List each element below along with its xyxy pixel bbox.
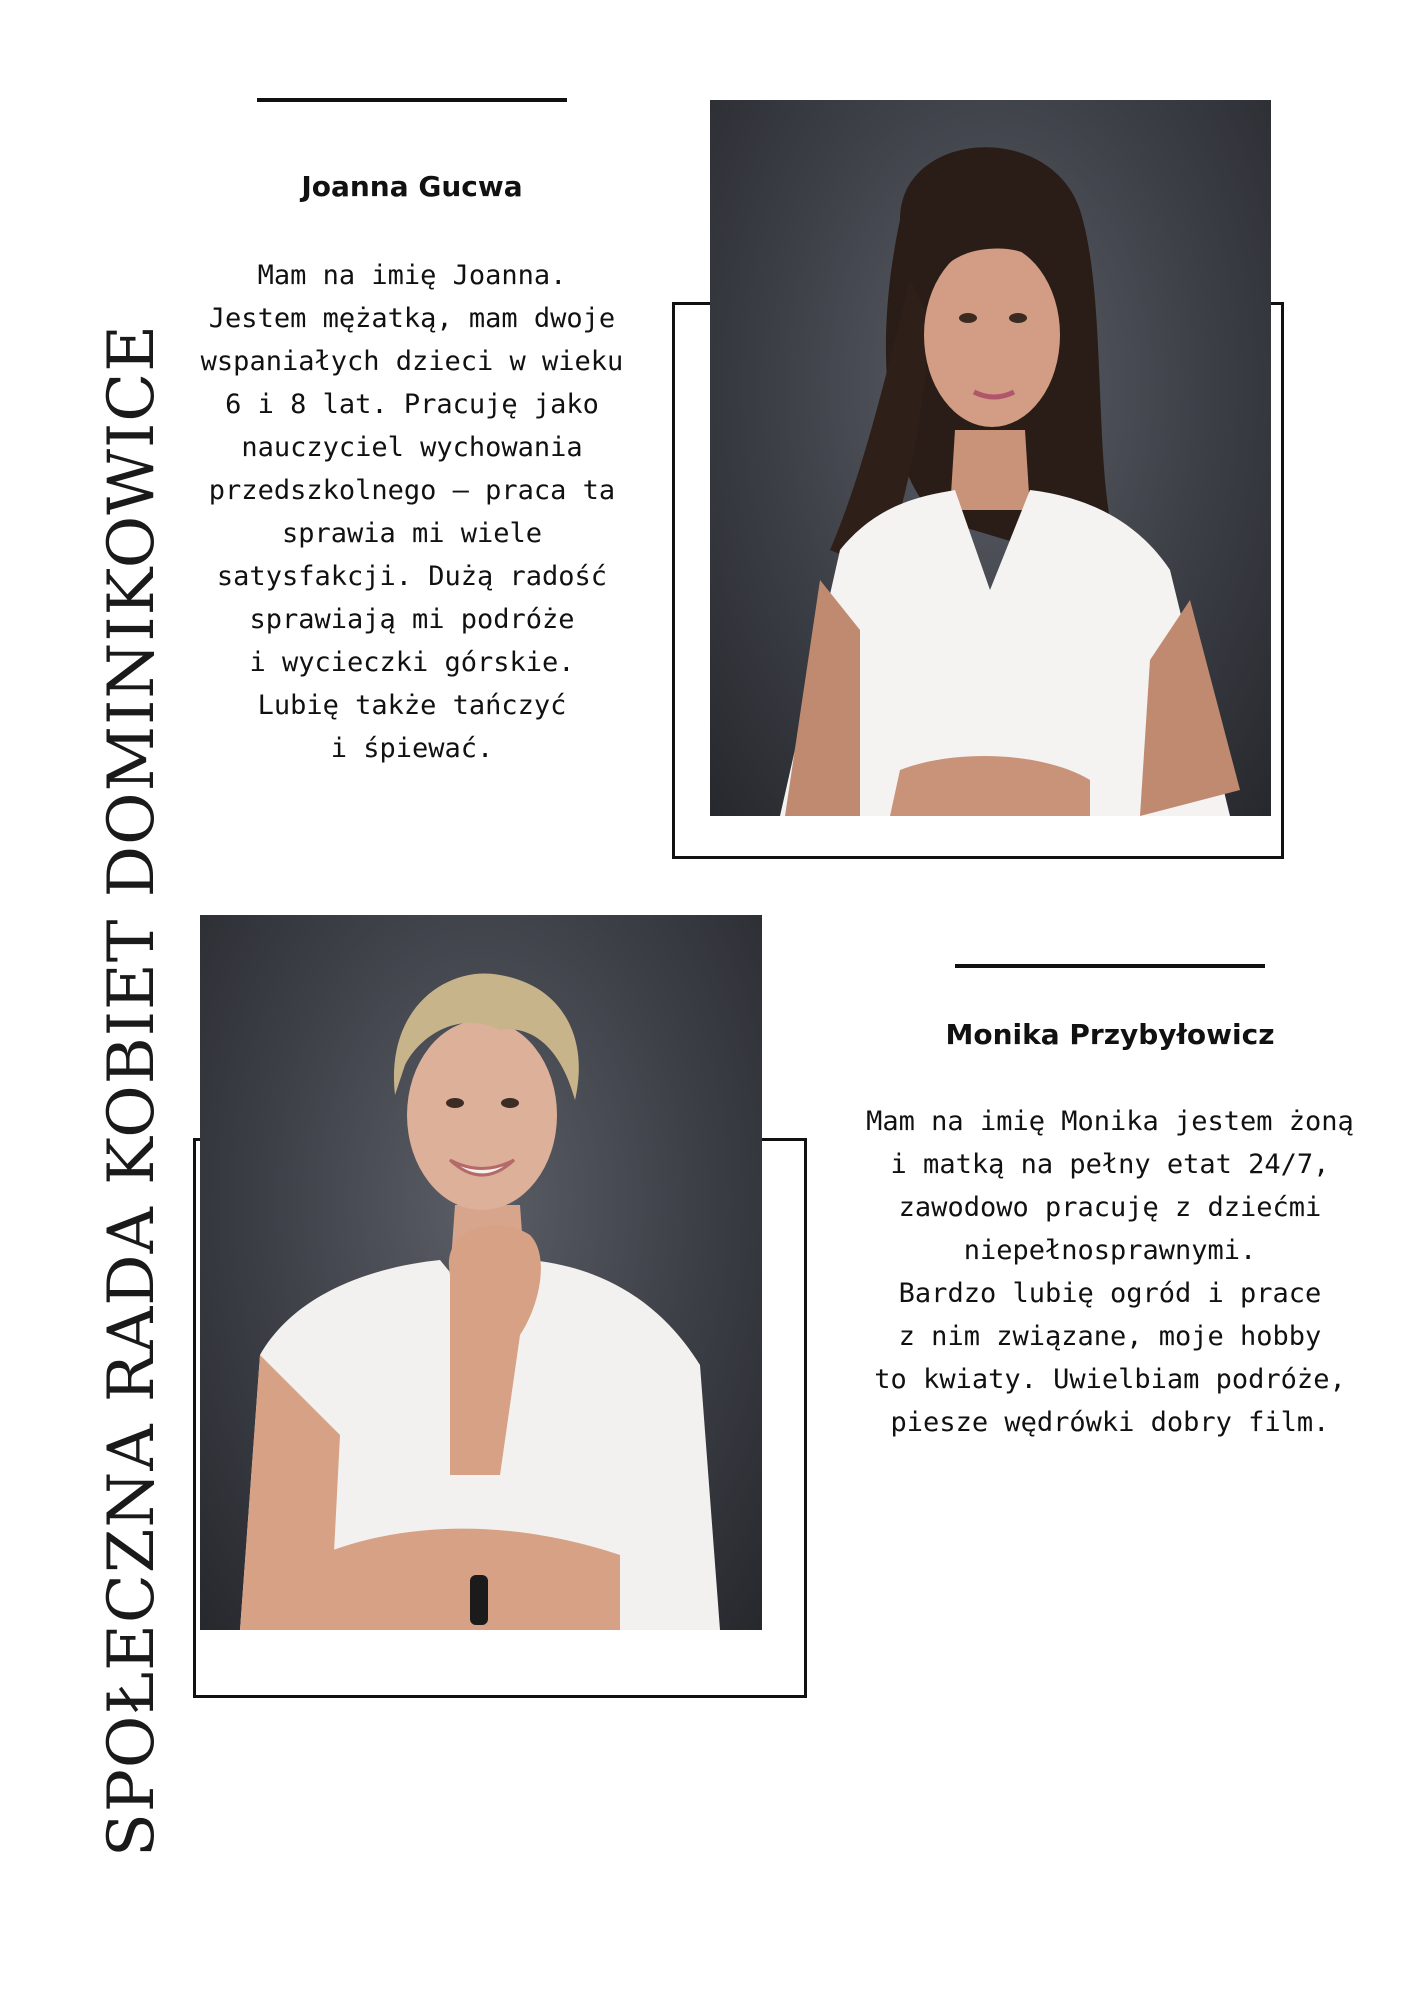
profile-bio-2: Mam na imię Monika jestem żoną i matką na pełny etat 24/7, zawodowo pracuję z dziećmi niepełnosprawnymi. Bardzo lubię ogród i prace z nim związane, moje hobby to kwiaty. Uwielbiam podróże, piesze wędrówki dobry film. [866,1106,1354,1438]
page-title: SPOŁECZNA RADA KOBIET DOMINIKOWICE [95,324,169,1857]
portrait-photo-1 [710,100,1271,816]
profile-name-1: Joanna Gucwa [301,170,523,203]
profile-name-2: Monika Przybyłowicz [945,1018,1275,1051]
section-divider-2 [955,964,1265,968]
portrait-photo-2 [200,915,762,1630]
section-divider-1 [257,98,567,102]
profile-bio-1: Mam na imię Joanna. Jestem mężatką, mam dwoje wspaniałych dzieci w wieku 6 i 8 lat. Pracuję jako nauczyciel wychowania przedszkolnego – praca ta sprawia mi wiele satysfakcji. Dużą radość sprawiają mi podróże i wycieczki górskie. Lubię także tańczyć i śpiewać. [200,260,624,764]
